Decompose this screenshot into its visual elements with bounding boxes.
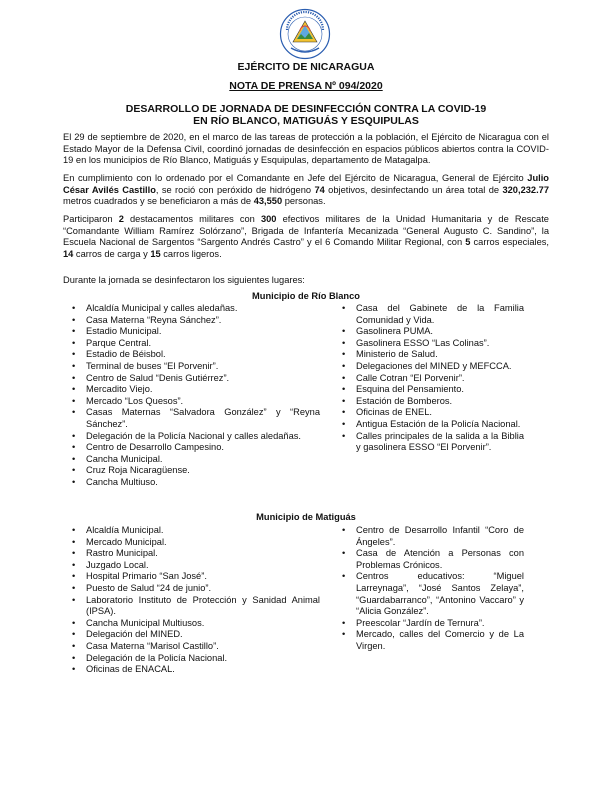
- coat-of-arms-seal-icon: [279, 8, 331, 60]
- list-item: • Casa Materna “Reyna Sánchez”.: [66, 315, 320, 327]
- participants-paragraph: Participaron 2 destacamentos militares con 300 efectivos militares de la Unidad Humanitaria y de Rescate “Comandante William Ramírez Solórzano”, Brigada de Infantería Mecanizada “General Augusto C. Sandino”, la Escuela Nacional de Sargentos “Sargento Andrés Castro” y el 6 Comando Militar Regional, con 5 carros especiales, 14 carros de carga y 15 carros ligeros.: [63, 214, 549, 260]
- list-item: • Cancha Municipal Multiusos.: [66, 618, 320, 630]
- list-item: • Antigua Estación de la Policía Nacional.: [336, 419, 524, 431]
- headline-line-1: DESARROLLO DE JORNADA DE DESINFECCIÓN CONTRA LA COVID-19: [125, 103, 487, 115]
- press-note-number: NOTA DE PRENSA Nº 094/2020: [229, 80, 383, 92]
- places-intro: Durante la jornada se desinfectaron los siguientes lugares:: [63, 275, 305, 285]
- list-item: • Calles principales de la salida a la Biblia y gasolinera ESSO “El Porvenir”.: [336, 431, 524, 454]
- list-item: • Mercado, calles del Comercio y de La Virgen.: [336, 629, 524, 652]
- rio-blanco-list-left: [66, 303, 320, 489]
- list-item: • Mercadito Viejo.: [66, 384, 320, 396]
- list-item: • Centro de Desarrollo Campesino.: [66, 442, 320, 454]
- list-item: • Parque Central.: [66, 338, 320, 350]
- list-item: • Laboratorio Instituto de Protección y Sanidad Animal (IPSA).: [66, 595, 320, 618]
- list-item: • Esquina del Pensamiento.: [336, 384, 524, 396]
- section-title-rio-blanco: Municipio de Río Blanco: [252, 291, 360, 301]
- list-item: • Casa del Gabinete de la Familia Comunidad y Vida.: [336, 303, 524, 326]
- headline-line-2: EN RÍO BLANCO, MATIGUÁS Y ESQUIPULAS: [193, 115, 419, 127]
- list-item: • Cruz Roja Nicaragüense.: [66, 465, 320, 477]
- list-item: • Delegación de la Policía Nacional.: [66, 653, 320, 665]
- list-item: • Delegación del MINED.: [66, 629, 320, 641]
- list-item: • Oficinas de ENACAL.: [66, 664, 320, 676]
- list-item: • Casas Maternas “Salvadora González” y “Reyna Sánchez”.: [66, 407, 320, 430]
- list-item: • Mercado Municipal.: [66, 537, 320, 549]
- list-item: • Alcaldía Municipal.: [66, 525, 320, 537]
- list-item: • Terminal de buses “El Porvenir”.: [66, 361, 320, 373]
- intro-paragraph: El 29 de septiembre de 2020, en el marco de las tareas de protección a la población, el Ejército de Nicaragua con el Estado Mayor de la Defensa Civil, coordinó jornadas de desinfección en espacios públicos abiertos contra la COVID-19 en los municipios de Río Blanco, Matiguás y Esquipulas, departamento de Matagalpa.: [63, 132, 549, 166]
- list-item: • Cancha Municipal.: [66, 454, 320, 466]
- list-item: • Cancha Multiuso.: [66, 477, 320, 489]
- list-item: • Centros educativos: “Miguel Larreynaga”, “José Santos Zelaya”, “Guardabarranco”, “Antonino Vaccaro” y “Alicia González”.: [336, 571, 524, 617]
- list-item: • Centro de Salud “Denis Gutiérrez”.: [66, 373, 320, 385]
- list-item: • Delegación de la Policía Nacional y calles aledañas.: [66, 431, 320, 443]
- list-item: • Ministerio de Salud.: [336, 349, 524, 361]
- list-item: • Juzgado Local.: [66, 560, 320, 572]
- list-item: • Casa Materna “Marisol Castillo”.: [66, 641, 320, 653]
- list-item: • Centro de Desarrollo Infantil “Coro de Ángeles”.: [336, 525, 524, 548]
- list-item: • Estadio Municipal.: [66, 326, 320, 338]
- order-paragraph: En cumplimiento con lo ordenado por el Comandante en Jefe del Ejército de Nicaragua, General de Ejército Julio César Avilés Castillo, se roció con peróxido de hidrógeno 74 objetivos, desinfectando un área total de 320,232.77 metros cuadrados y se beneficiaron a más de 43,550 personas.: [63, 173, 549, 207]
- list-item: • Rastro Municipal.: [66, 548, 320, 560]
- organization-name: EJÉRCITO DE NICARAGUA: [237, 61, 375, 73]
- rio-blanco-list-right: [336, 303, 524, 454]
- list-item: • Oficinas de ENEL.: [336, 407, 524, 419]
- list-item: • Calle Cotran “El Porvenir”.: [336, 373, 524, 385]
- list-item: • Preescolar “Jardín de Ternura”.: [336, 618, 524, 630]
- list-item: • Puesto de Salud “24 de junio”.: [66, 583, 320, 595]
- list-item: • Casa de Atención a Personas con Problemas Crónicos.: [336, 548, 524, 571]
- headline: [60, 103, 552, 127]
- list-item: • Gasolinera PUMA.: [336, 326, 524, 338]
- list-item: • Estadio de Béisbol.: [66, 349, 320, 361]
- list-item: • Alcaldía Municipal y calles aledañas.: [66, 303, 320, 315]
- matiguas-list-left: [66, 525, 320, 676]
- list-item: • Mercado “Los Quesos”.: [66, 396, 320, 408]
- list-item: • Estación de Bomberos.: [336, 396, 524, 408]
- list-item: • Delegaciones del MINED y MEFCCA.: [336, 361, 524, 373]
- list-item: • Hospital Primario “San José”.: [66, 571, 320, 583]
- section-title-matiguas: Municipio de Matiguás: [256, 512, 356, 522]
- list-item: • Gasolinera ESSO “Las Colinas”.: [336, 338, 524, 350]
- matiguas-list-right: [336, 525, 524, 653]
